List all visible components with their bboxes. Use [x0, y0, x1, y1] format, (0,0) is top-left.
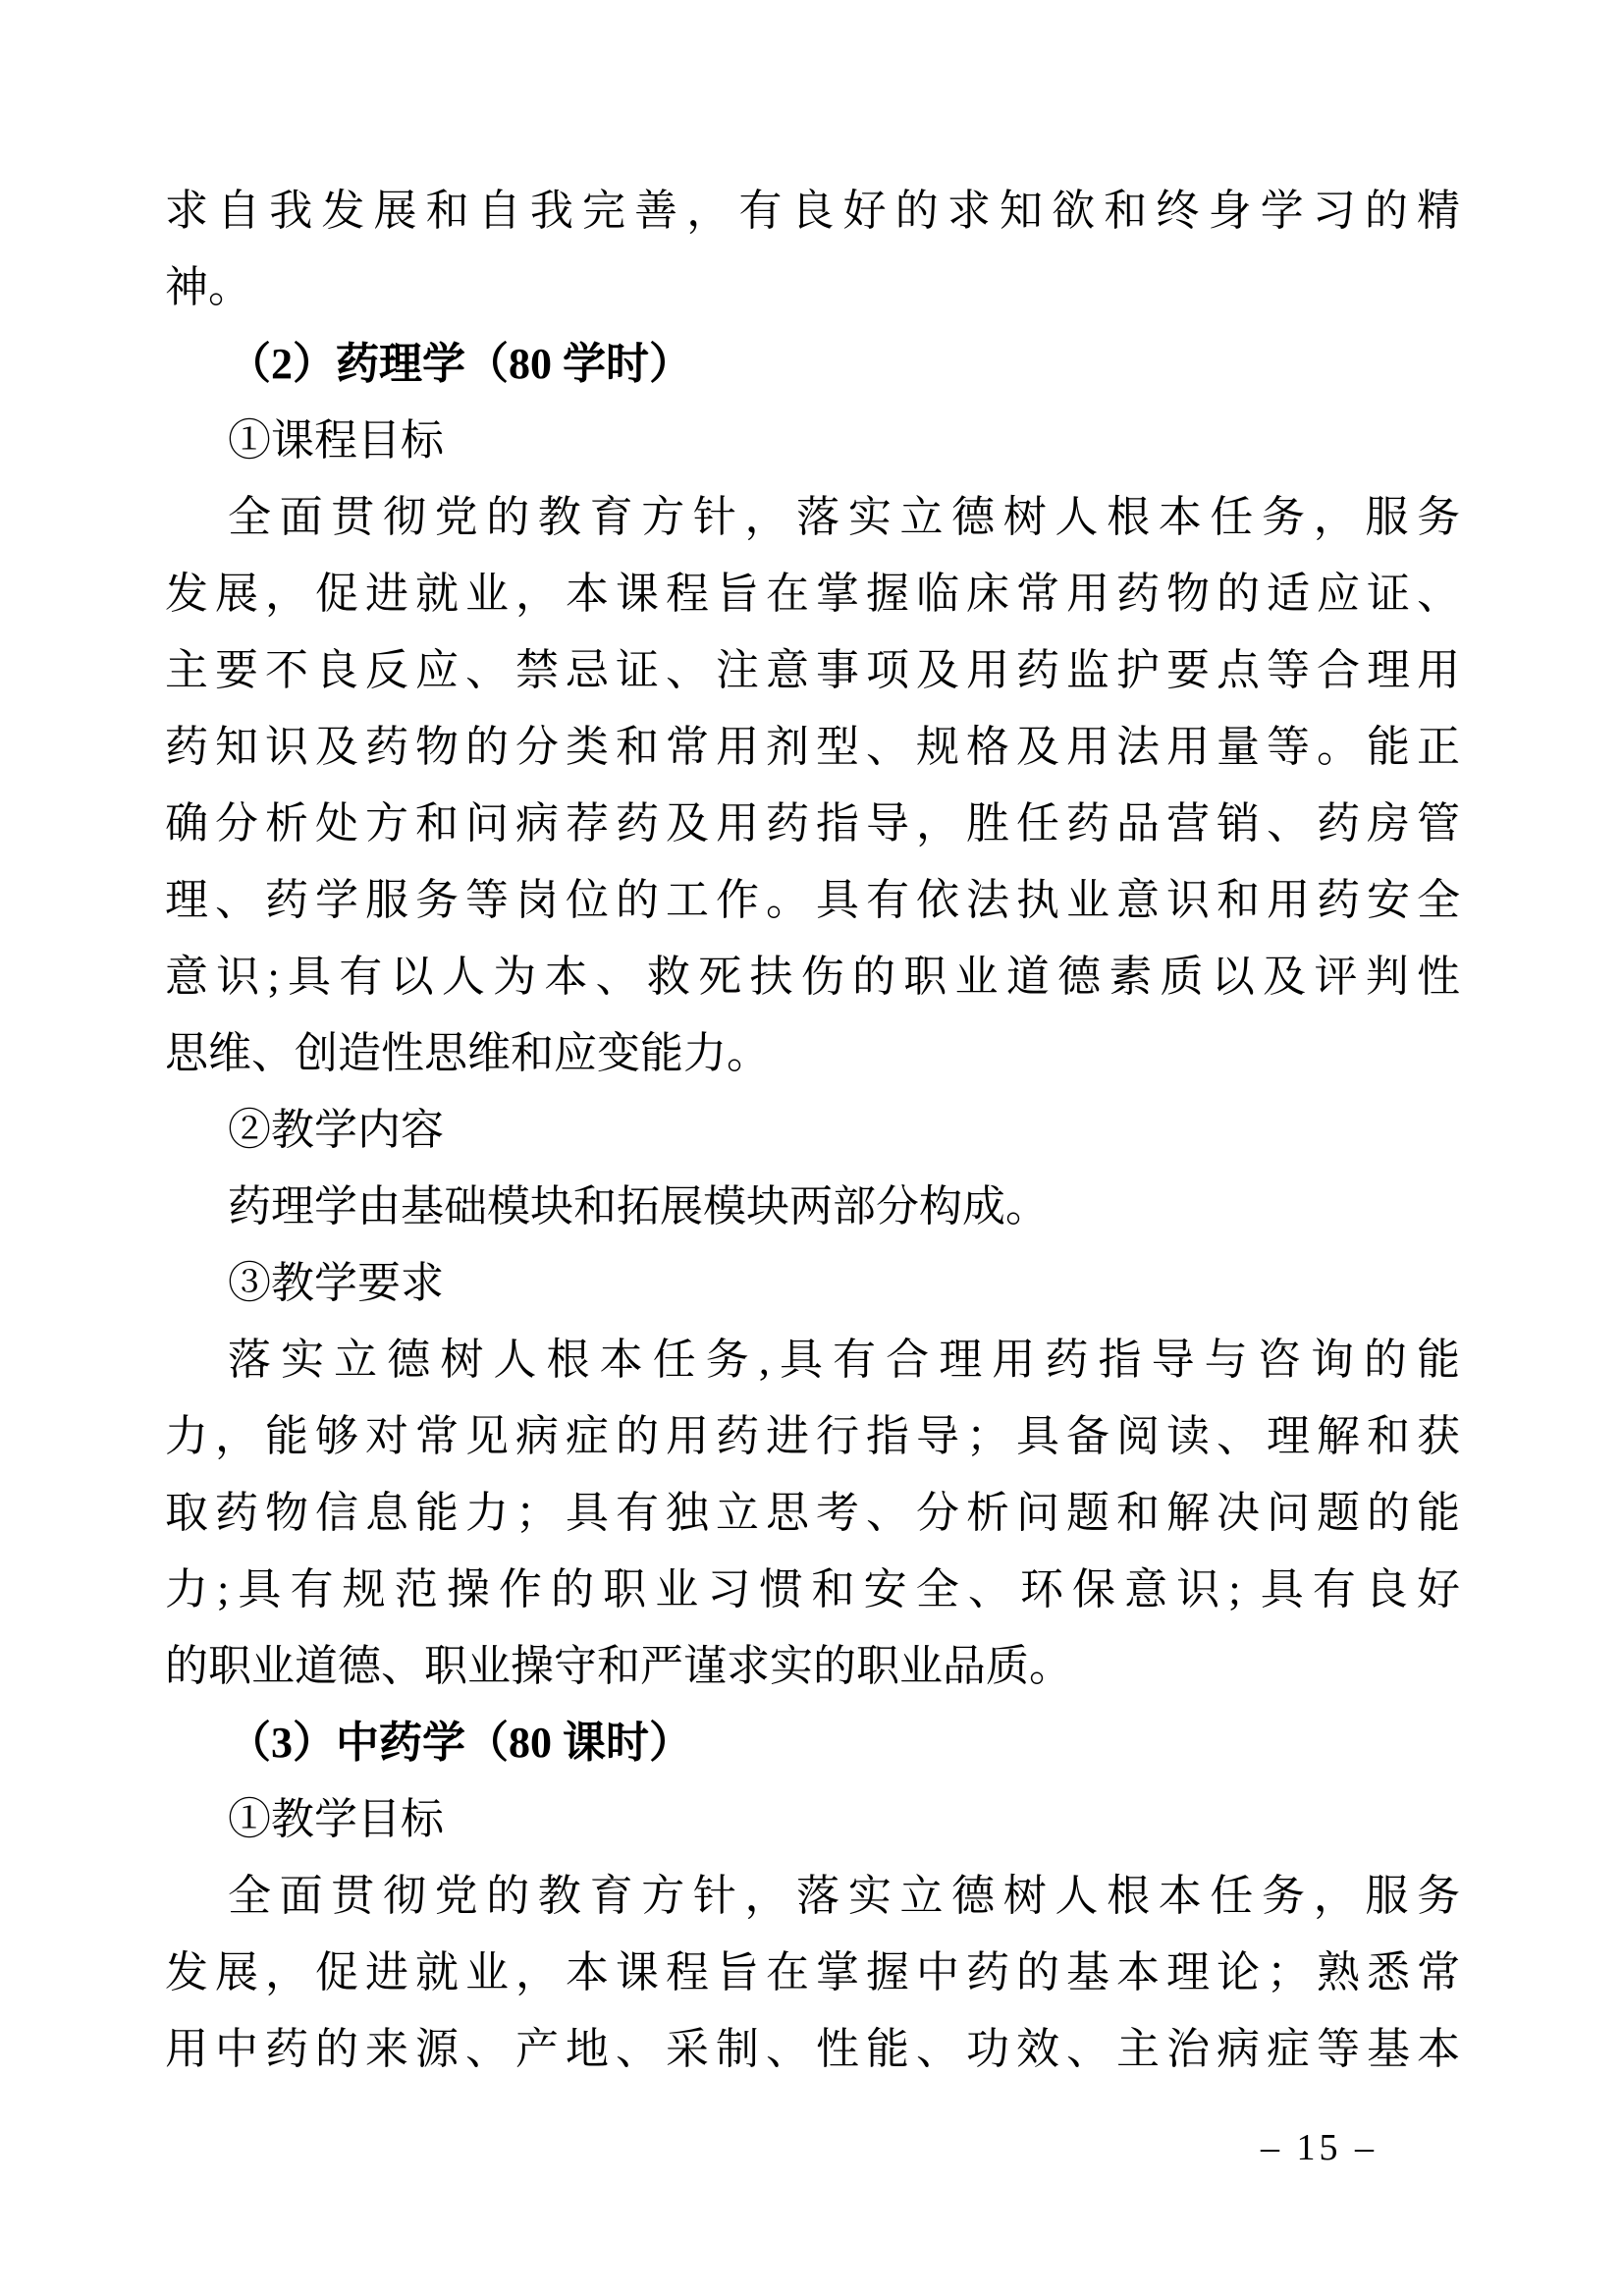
text-line: 药知识及药物的分类和常用剂型、规格及用法用量等。能正 — [165, 723, 1460, 771]
text-line: 全面贯彻党的教育方针，落实立德树人根本任务，服务 — [228, 1872, 1460, 1920]
text-line: 的职业道德、职业操守和严谨求实的职业品质。 — [165, 1642, 1072, 1690]
text-line: 取药物信息能力；具有独立思考、分析问题和解决问题的能 — [165, 1489, 1460, 1537]
text-line: 确分析处方和问病荐药及用药指导，胜任药品营销、药房管 — [165, 799, 1460, 847]
text-line: 求自我发展和自我完善，有良好的求知欲和终身学习的精 — [165, 187, 1460, 235]
text-line: 主要不良反应、禁忌证、注意事项及用药监护要点等合理用 — [165, 646, 1460, 694]
text-line: ③教学要求 — [228, 1259, 444, 1307]
text-content — [165, 173, 1460, 2088]
page-number: – 15 – — [1261, 2127, 1378, 2168]
text-line: ①课程目标 — [228, 416, 444, 465]
text-line: 意识;具有以人为本、救死扶伤的职业道德素质以及评判性 — [165, 953, 1460, 1001]
text-line: 发展，促进就业，本课程旨在掌握中药的基本理论；熟悉常 — [165, 1948, 1460, 1996]
text-line: 力，能够对常见病症的用药进行指导；具备阅读、理解和获 — [165, 1412, 1460, 1460]
text-line: 理、药学服务等岗位的工作。具有依法执业意识和用药安全 — [165, 876, 1460, 924]
text-line: （2）药理学（80 学时） — [228, 340, 692, 388]
text-line: ②教学内容 — [228, 1106, 444, 1154]
text-line: 思维、创造性思维和应变能力。 — [165, 1029, 770, 1077]
text-line: 发展，促进就业，本课程旨在掌握临床常用药物的适应证、 — [165, 570, 1460, 618]
text-line: ①教学目标 — [228, 1795, 444, 1843]
text-line: （3）中药学（80 课时） — [228, 1719, 692, 1767]
text-line: 力;具有规范操作的职业习惯和安全、环保意识; 具有良好 — [165, 1565, 1460, 1613]
text-line: 神。 — [165, 263, 251, 311]
text-line: 落实立德树人根本任务,具有合理用药指导与咨询的能 — [228, 1336, 1460, 1384]
text-line: 药理学由基础模块和拓展模块两部分构成。 — [228, 1182, 1049, 1230]
text-line: 用中药的来源、产地、采制、性能、功效、主治病症等基本 — [165, 2025, 1460, 2073]
text-line: 全面贯彻党的教育方针，落实立德树人根本任务，服务 — [228, 493, 1460, 541]
